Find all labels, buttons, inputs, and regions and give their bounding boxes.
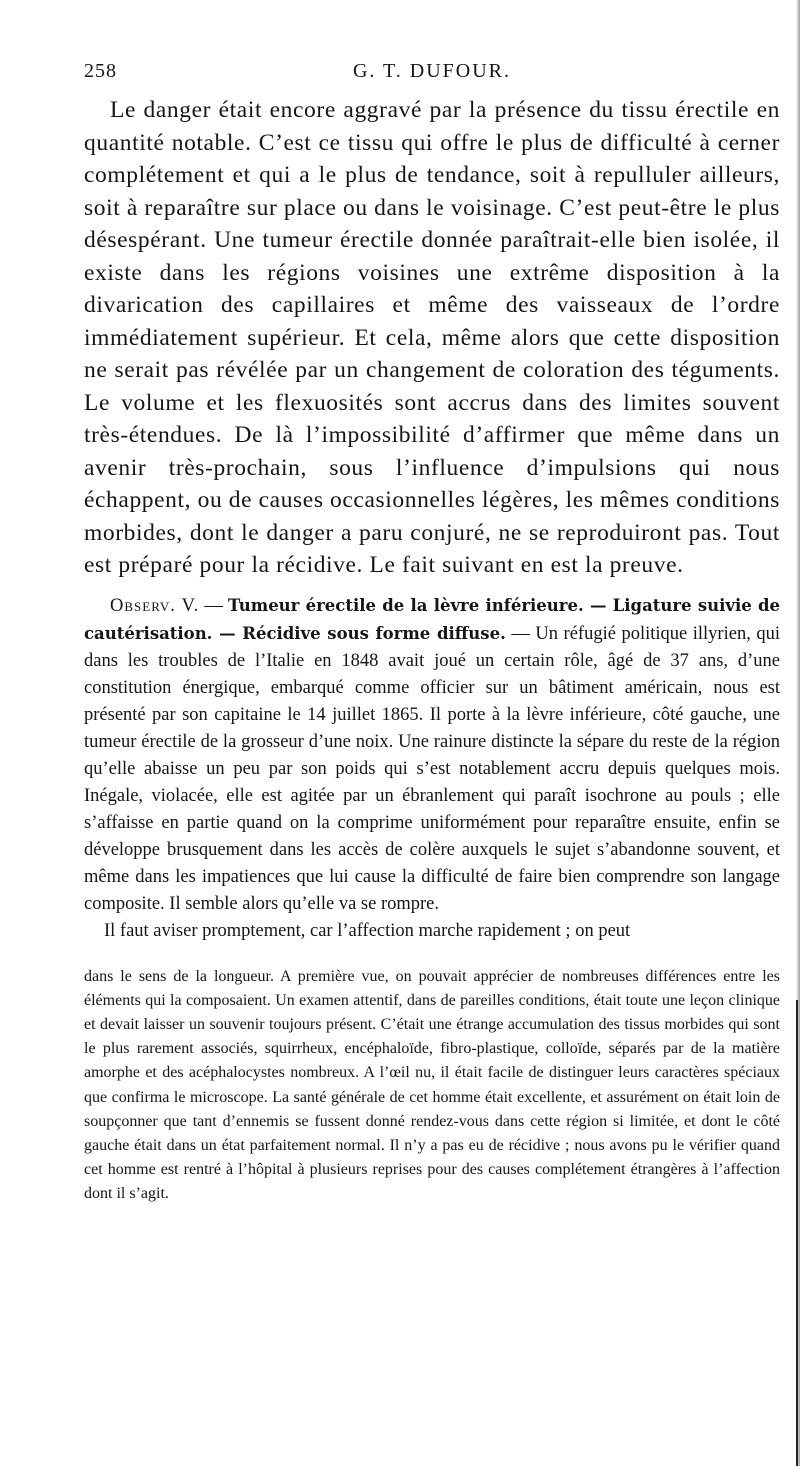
observation-text: — Un réfugié politique illyrien, qui dans les troubles de l’Italie en 1848 avait joué un certain rôle, âgé de 37 ans, d’une constitution énergique, embarqué comme officier sur un bâtiment américain, nous est présenté par son capitaine le 14 juillet 1865. Il porte à la lèvre inférieure, côté gauche, une tumeur érectile de la grosseur d’une noix. Une rainure distincte la sépare du reste de la région qu’elle abaisse un peu par son poids qui s’est notablement accru depuis quelques mois. Inégale, violacée, elle est agitée par un ébranlement qui paraît isochrone au pouls ; elle s’affaisse en partie quand on la comprime uniformément pour reparaître ensuite, enfin se développe brusquement dans les accès de colère auxquels le sujet s’abandonne souvent, et même dans les impatiences que lui cause la difficulté de faire bien comprendre son langage composite. Il semble alors qu’elle va se rompre. bbox=[84, 623, 780, 914]
page-number: 258 bbox=[84, 60, 117, 82]
running-head: G. T. DUFOUR. bbox=[352, 60, 512, 82]
observation-dash: — bbox=[199, 595, 228, 616]
page-header bbox=[84, 60, 780, 90]
page-edge-line bbox=[796, 1000, 798, 1466]
observation-title: Tumeur érectile de la lèvre inférieure. — Ligature suivie de cautérisation. — Récidive sous forme diffuse. bbox=[84, 595, 780, 643]
book-page bbox=[84, 60, 780, 1207]
observation-paragraph bbox=[84, 592, 780, 918]
body-paragraph: Le danger était encore aggravé par la présence du tissu érectile en quantité notable. C’est ce tissu qui offre le plus de difficulté à cerner complétement et qui a le plus de tendance, soit à repulluler ailleurs, soit à reparaître sur place ou dans le voisinage. C’est peut-être le plus désespérant. Une tumeur érectile donnée paraîtrait-elle bien isolée, il existe dans les régions voisines une extrême disposition à la divarication des capillaires et même des vaisseaux de l’ordre immédiatement supérieur. Et cela, même alors que cette disposition ne serait pas révélée par un changement de coloration des téguments. Le volume et les flexuosités sont accrus dans des limites souvent très-étendues. De là l’impossibilité d’affirmer que même dans un avenir très-prochain, sous l’influence d’impulsions qui nous échappent, ou de causes occasionnelles légères, les mêmes conditions morbides, dont le danger a paru conjuré, ne se reproduiront pas. Tout est préparé pour la récidive. Le fait suivant en est la preuve. bbox=[84, 97, 780, 578]
observation-label: Observ. V. bbox=[110, 595, 200, 616]
footnote-text: dans le sens de la longueur. A première vue, on pouvait apprécier de nombreuses différences entre les éléments qui la composaient. Un examen attentif, dans de pareilles conditions, était toute une leçon clinique et devait laisser un souvenir toujours présent. C’était une étrange accumulation des tissus morbides qui sont le plus rarement associés, squirrheux, encéphaloïde, fibro-plastique, colloïde, séparés par de la matière amorphe et des acéphalocystes nombreux. A l’œil nu, il était facile de distinguer leurs caractères spéciaux que confirma le microscope. La santé générale de cet homme était excellente, et assurément on était loin de soupçonner que tant d’ennemis se fussent donné rendez-vous dans cette région si limitée, et dont le côté gauche était dans un état parfaitement normal. Il n’y a pas eu de récidive ; nous avons pu le vérifier quand cet homme est rentré à l’hôpital à plusieurs reprises pour des causes complétement étrangères à l’affection dont il s’agit. bbox=[84, 967, 780, 1203]
observation-continuation: Il faut aviser promptement, car l’affection marche rapidement ; on peut bbox=[104, 920, 631, 941]
